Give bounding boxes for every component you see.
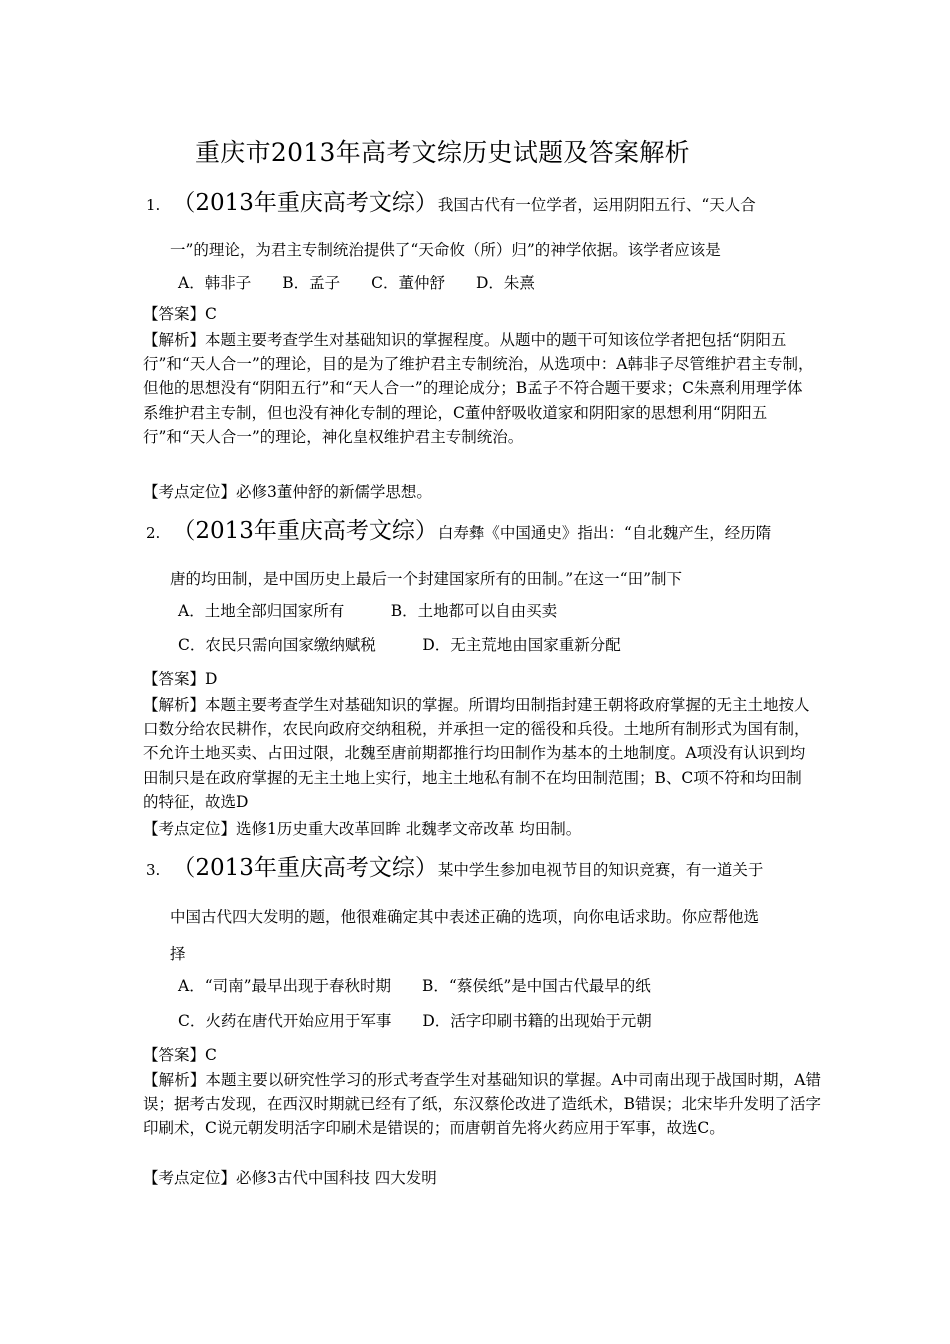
question-stem-continued: 中国古代四大发明的题，他很难确定其中表述正确的选项，向你电话求助。你应帮他选 <box>170 908 760 926</box>
question-options: A．韩非子 B．孟子 C．董仲舒 D．朱熹 <box>178 274 535 292</box>
question-number: 3. <box>146 861 161 879</box>
knowledge-point: 【考点定位】必修3董仲舒的新儒学思想。 <box>143 483 432 501</box>
question-number: 2. <box>146 524 161 542</box>
question-source: （2013年重庆高考文综） <box>172 855 438 881</box>
answer-analysis: 【解析】本题主要以研究性学习的形式考查学生对基础知识的掌握。A中司南出现于战国时期，A错误；据考古发现，在西汉时期就已经有了纸，东汉蔡伦改进了造纸术，B错误；北宋毕升发明了活字印刷术，C说元朝发明活字印刷术是错误的；而唐朝首先将火药应用于军事，故选C。 <box>143 1071 821 1138</box>
question-stem-continued: 择 <box>170 945 186 963</box>
question-3-header <box>146 849 763 882</box>
page-title: 重庆市2013年高考文综历史试题及答案解析 <box>195 138 690 167</box>
question-stem-continued: 唐的均田制，是中国历史上最后一个封建国家所有的田制。”在这一“田”制下 <box>170 570 683 588</box>
knowledge-point: 【考点定位】必修3古代中国科技 四大发明 <box>143 1169 437 1187</box>
answer-label: 【答案】C <box>143 305 217 323</box>
question-number: 1. <box>146 196 161 214</box>
question-options: C．火药在唐代开始应用于军事 D．活字印刷书籍的出现始于元朝 <box>178 1012 652 1030</box>
answer-analysis: 【解析】本题主要考查学生对基础知识的掌握程度。从题中的题干可知该位学者把包括“阴阳五行”和“天人合一”的理论，目的是为了维护君主专制统治，从选项中：A韩非子尽管维护君主专制，但他的思想没有“阴阳五行”和“天人合一”的理论成分；B孟子不符合题干要求；C朱熹利用理学体系维护君主专制，但也没有神化专制的理论，C董仲舒吸收道家和阴阳家的思想利用“阴阳五行”和“天人合一”的理论，神化皇权维护君主专制统治。 <box>143 331 814 446</box>
question-options: C．农民只需向国家缴纳赋税 D．无主荒地由国家重新分配 <box>178 636 621 654</box>
question-1-header <box>146 184 756 217</box>
knowledge-point: 【考点定位】选修1历史重大改革回眸 北魏孝文帝改革 均田制。 <box>143 820 582 838</box>
question-source: （2013年重庆高考文综） <box>172 518 438 544</box>
question-options: A．土地全部归国家所有 B．土地都可以自由买卖 <box>178 602 558 620</box>
question-source: （2013年重庆高考文综） <box>172 190 438 216</box>
question-stem: 我国古代有一位学者，运用阴阳五行、“天人合 <box>437 196 756 214</box>
answer-label: 【答案】D <box>143 670 218 688</box>
question-options: A．“司南”最早出现于春秋时期 B．“蔡侯纸”是中国古代最早的纸 <box>178 977 651 995</box>
answer-analysis: 【解析】本题主要考查学生对基础知识的掌握。所谓均田制指封建王朝将政府掌握的无主土地按人口数分给农民耕作，农民向政府交纳租税，并承担一定的徭役和兵役。土地所有制形式为国有制，不允许土地买卖、占田过限，北魏至唐前期都推行均田制作为基本的土地制度。A项没有认识到均田制只是在政府掌握的无主土地上实行，地主土地私有制不在均田制范围；B、C项不符和均田制的特征，故选D <box>143 696 810 811</box>
question-stem: 白寿彝《中国通史》指出：“自北魏产生，经历隋 <box>437 524 772 542</box>
question-2-header <box>146 512 771 545</box>
question-stem: 某中学生参加电视节目的知识竞赛，有一道关于 <box>437 861 764 879</box>
question-stem-continued: 一”的理论，为君主专制统治提供了“天命攸（所）归”的神学依据。该学者应该是 <box>170 241 721 259</box>
answer-label: 【答案】C <box>143 1046 217 1064</box>
